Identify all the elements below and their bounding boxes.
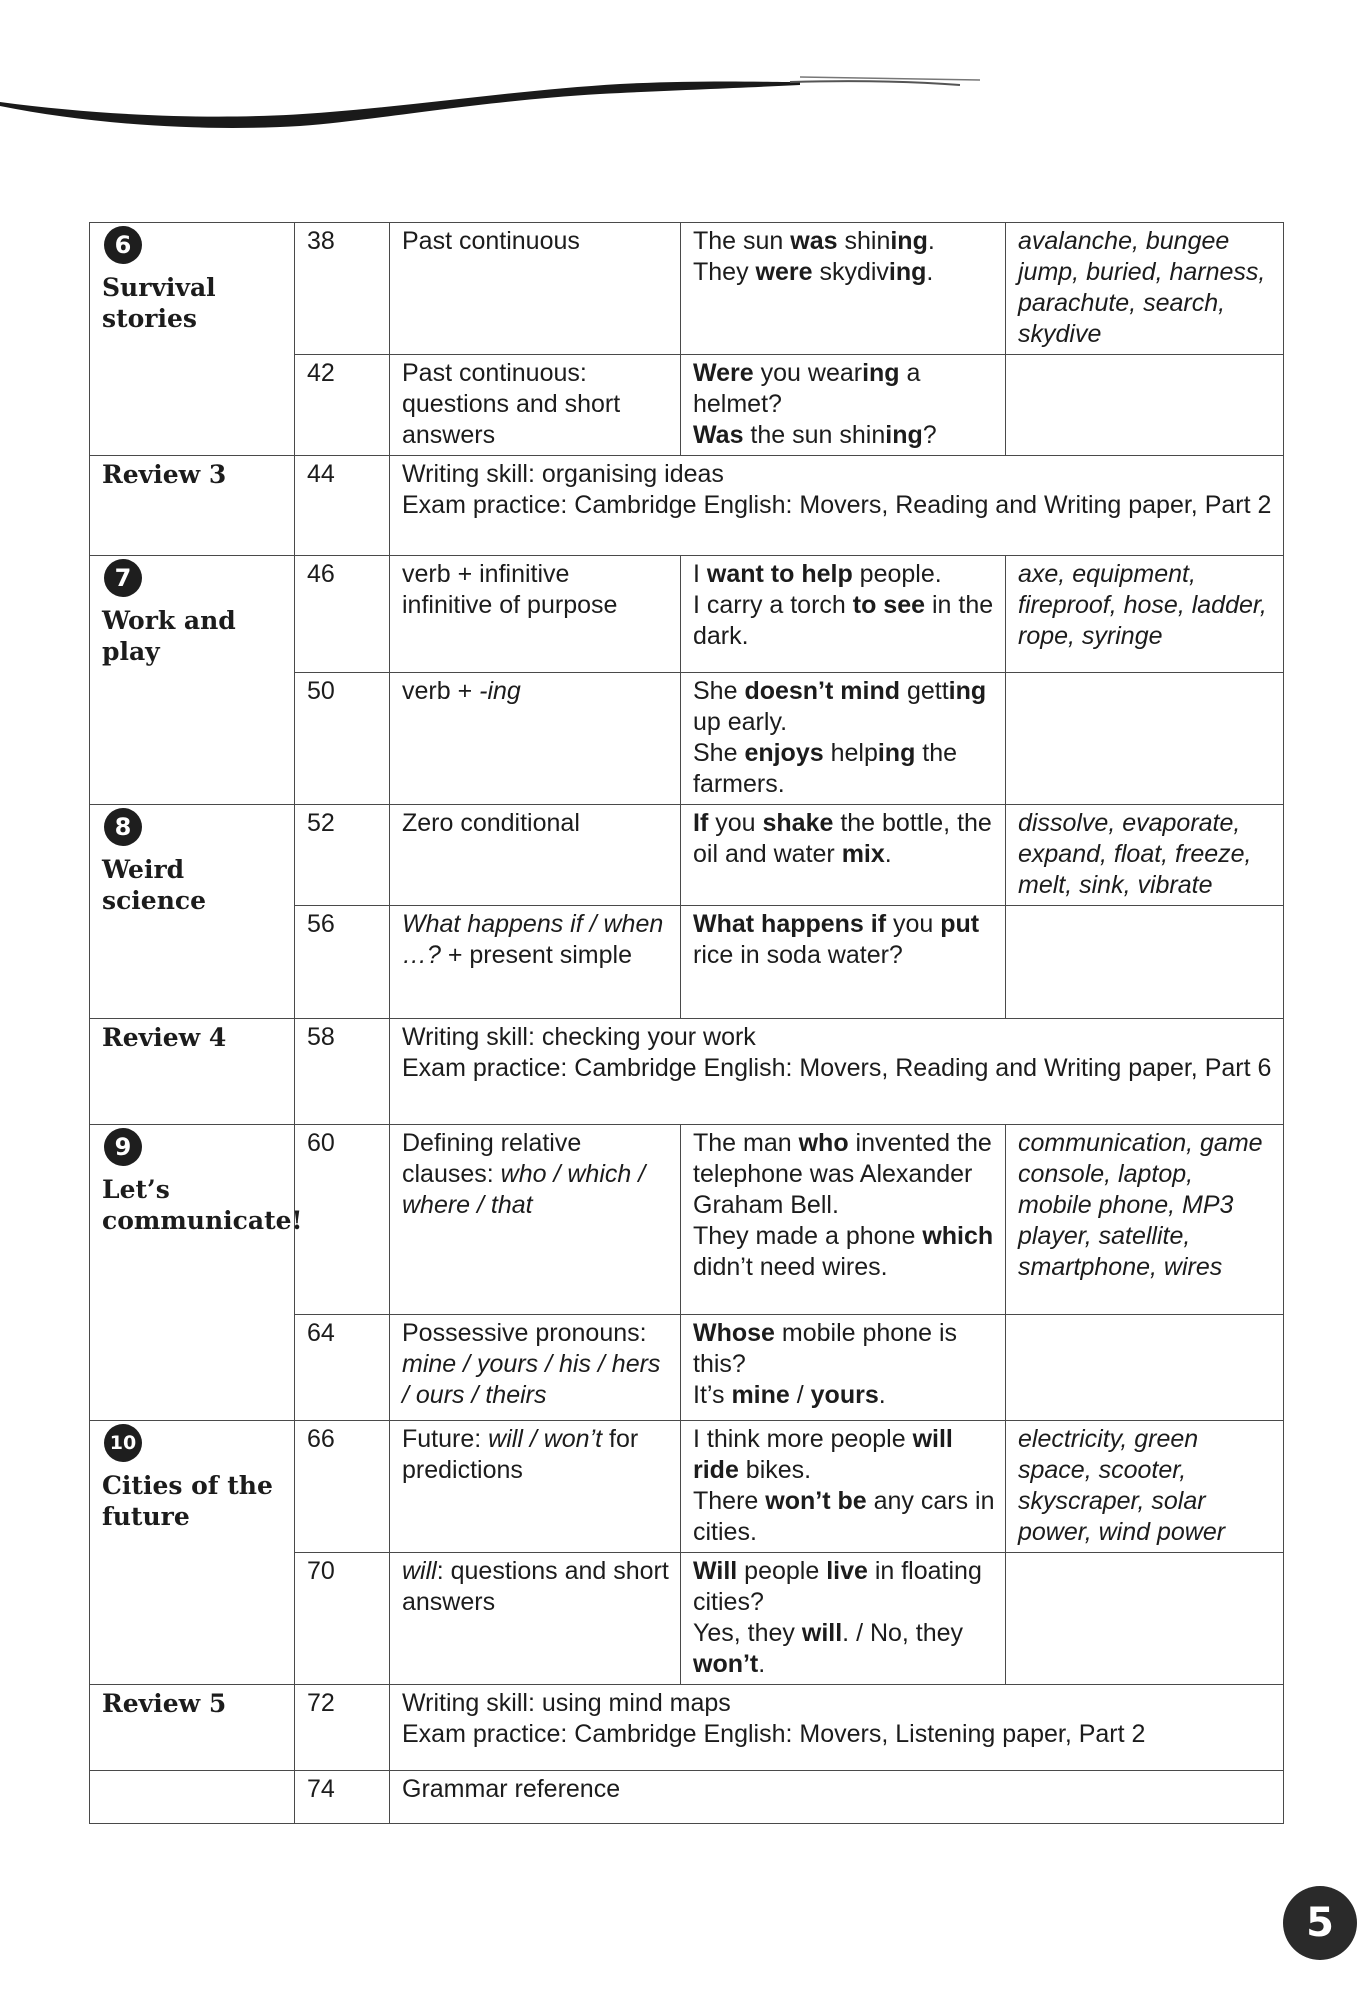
grammar-text: Future: will / won’t for predictions xyxy=(402,1425,639,1484)
review-label xyxy=(90,1019,295,1125)
unit-number-badge: 6 xyxy=(104,226,142,264)
page-number-text: 44 xyxy=(307,460,335,488)
review-line: Writing skill: using mind maps xyxy=(402,1689,731,1717)
grammar-text: Defining relative clauses: who / which / where / that xyxy=(402,1129,646,1219)
review-title: Review 5 xyxy=(102,1689,227,1718)
vocabulary-cell xyxy=(1006,1553,1284,1685)
page-number-text: 58 xyxy=(307,1023,335,1051)
vocabulary-text: electricity, green space, scooter, skyscraper, solar power, wind power xyxy=(1018,1425,1226,1546)
page-number-text: 60 xyxy=(307,1129,335,1157)
unit-number-badge: 7 xyxy=(104,559,142,597)
grammar-text: Zero conditional xyxy=(402,809,580,837)
review-content xyxy=(390,1685,1284,1771)
unit-cell xyxy=(90,1125,303,1421)
review-line: Exam practice: Cambridge English: Movers, Reading and Writing paper, Part 2 xyxy=(402,491,1272,519)
review-line: Writing skill: checking your work xyxy=(402,1023,756,1051)
example-cell xyxy=(681,805,1006,906)
example-sentence: There won’t be any cars in cities. xyxy=(693,1487,995,1546)
grammar-text: Past continuous: questions and short answers xyxy=(402,359,621,449)
page-number xyxy=(295,355,390,456)
vocabulary-text: axe, equipment, fireproof, hose, ladder, rope, syringe xyxy=(1018,560,1267,650)
grammar-text: verb + infinitive xyxy=(402,560,570,588)
page-number-text: 72 xyxy=(307,1689,335,1717)
grammar-text: Possessive pronouns: mine / yours / his / hers / ours / theirs xyxy=(402,1319,661,1409)
page-number-text: 64 xyxy=(307,1319,335,1347)
grammar-text: verb + -ing xyxy=(402,677,521,705)
page-number-text: 42 xyxy=(307,359,335,387)
page-number-text: 50 xyxy=(307,677,335,705)
review-label xyxy=(90,456,295,556)
lesson-row xyxy=(90,1125,1284,1315)
page-number-text: 70 xyxy=(307,1557,335,1585)
grammar-cell xyxy=(390,1553,681,1685)
vocabulary-cell xyxy=(1006,673,1284,805)
unit-number-badge: 8 xyxy=(104,808,142,846)
example-sentence: What happens if you put rice in soda water? xyxy=(693,910,980,969)
review-row xyxy=(90,1019,1284,1125)
page-number xyxy=(295,1421,390,1553)
vocabulary-cell xyxy=(1006,556,1284,673)
vocabulary-cell xyxy=(1006,223,1284,355)
review-row xyxy=(90,456,1284,556)
unit-title: Let’s communicate! xyxy=(102,1175,303,1235)
example-cell xyxy=(681,1421,1006,1553)
page-number-text: 52 xyxy=(307,809,335,837)
grammar-cell xyxy=(390,906,681,1019)
vocabulary-cell xyxy=(1006,1315,1284,1421)
unit-cell xyxy=(90,1421,295,1685)
page-number xyxy=(295,906,390,1019)
example-sentence: They were skydiving. xyxy=(693,258,934,286)
example-cell xyxy=(681,1125,1006,1315)
lesson-row xyxy=(90,556,1284,673)
vocabulary-cell xyxy=(1006,355,1284,456)
example-sentence: Was the sun shining? xyxy=(693,421,937,449)
review-line: Grammar reference xyxy=(402,1775,621,1803)
example-sentence: It’s mine / yours. xyxy=(693,1381,886,1409)
example-cell xyxy=(681,906,1006,1019)
review-label xyxy=(90,1771,295,1824)
grammar-text: infinitive of purpose xyxy=(402,591,618,619)
page-number xyxy=(295,1315,390,1421)
grammar-cell xyxy=(390,673,681,805)
review-title: Review 4 xyxy=(102,1023,227,1052)
page-number-text: 56 xyxy=(307,910,335,938)
review-line: Exam practice: Cambridge English: Movers, Reading and Writing paper, Part 6 xyxy=(402,1054,1272,1082)
vocabulary-text: communication, game console, laptop, mobile phone, MP3 player, satellite, smartphone, wires xyxy=(1018,1129,1263,1281)
grammar-cell xyxy=(390,1421,681,1553)
page-number xyxy=(295,1771,390,1824)
example-cell xyxy=(681,1315,1006,1421)
example-cell xyxy=(681,223,1006,355)
grammar-text: What happens if / when …? + present simple xyxy=(402,910,664,969)
page-number xyxy=(295,1125,390,1315)
contents-table xyxy=(89,222,1284,1824)
page-number xyxy=(295,456,390,556)
page-number-text: 46 xyxy=(307,560,335,588)
example-sentence: I think more people will ride bikes. xyxy=(693,1425,953,1484)
review-row xyxy=(90,1685,1284,1771)
review-row xyxy=(90,1771,1284,1824)
grammar-cell xyxy=(390,1125,681,1315)
grammar-cell xyxy=(390,355,681,456)
unit-title: Weird science xyxy=(102,855,207,915)
unit-title: Cities of the future xyxy=(102,1471,273,1531)
page-number xyxy=(295,805,390,906)
page-number xyxy=(295,1019,390,1125)
unit-cell xyxy=(90,805,295,1019)
grammar-cell xyxy=(390,1315,681,1421)
page-number-badge: 5 xyxy=(1283,1886,1357,1960)
review-content xyxy=(390,456,1284,556)
example-sentence: The man who invented the telephone was Alexander Graham Bell. xyxy=(693,1129,992,1219)
review-title: Review 3 xyxy=(102,460,227,489)
lesson-row xyxy=(90,1421,1284,1553)
vocabulary-text: dissolve, evaporate, expand, float, freeze, melt, sink, vibrate xyxy=(1018,809,1252,899)
example-sentence: If you shake the bottle, the oil and water mix. xyxy=(693,809,992,868)
unit-cell xyxy=(90,556,295,805)
example-cell xyxy=(681,1553,1006,1685)
vocabulary-cell xyxy=(1006,906,1284,1019)
unit-number-badge: 9 xyxy=(104,1128,142,1166)
page-number-text: 74 xyxy=(307,1775,335,1803)
unit-cell xyxy=(90,223,295,456)
example-sentence: Were you wearing a helmet? xyxy=(693,359,921,418)
unit-title: Survival stories xyxy=(102,273,216,333)
example-sentence: Whose mobile phone is this? xyxy=(693,1319,958,1378)
header-swoosh-decoration xyxy=(0,40,1371,140)
example-cell xyxy=(681,673,1006,805)
example-sentence: I want to help people. xyxy=(693,560,942,588)
grammar-text: will: questions and short answers xyxy=(402,1557,669,1616)
example-sentence: The sun was shining. xyxy=(693,227,935,255)
vocabulary-text: avalanche, bungee jump, buried, harness, parachute, search, skydive xyxy=(1018,227,1266,348)
example-cell xyxy=(681,355,1006,456)
example-sentence: Yes, they will. / No, they won’t. xyxy=(693,1619,964,1678)
review-content xyxy=(390,1019,1284,1125)
review-line: Writing skill: organising ideas xyxy=(402,460,724,488)
grammar-cell xyxy=(390,556,681,673)
page-number xyxy=(295,1553,390,1685)
example-cell xyxy=(681,556,1006,673)
unit-title: Work and play xyxy=(102,606,236,666)
vocabulary-cell xyxy=(1006,805,1284,906)
lesson-row xyxy=(90,805,1284,906)
vocabulary-cell xyxy=(1006,1421,1284,1553)
review-line: Exam practice: Cambridge English: Movers, Listening paper, Part 2 xyxy=(402,1720,1146,1748)
page-number xyxy=(295,673,390,805)
vocabulary-cell xyxy=(1006,1125,1284,1315)
page-number xyxy=(295,556,390,673)
example-sentence: She enjoys helping the farmers. xyxy=(693,739,958,798)
grammar-text: Past continuous xyxy=(402,227,580,255)
page-number-text: 66 xyxy=(307,1425,335,1453)
example-sentence: They made a phone which didn’t need wires. xyxy=(693,1222,994,1281)
example-sentence: I carry a torch to see in the dark. xyxy=(693,591,994,650)
example-sentence: Will people live in floating cities? xyxy=(693,1557,982,1616)
review-content xyxy=(390,1771,1284,1824)
page-number-text: 38 xyxy=(307,227,335,255)
review-label xyxy=(90,1685,295,1771)
page-number xyxy=(295,223,390,355)
page-number xyxy=(295,1685,390,1771)
grammar-cell xyxy=(390,805,681,906)
example-sentence: She doesn’t mind getting up early. xyxy=(693,677,987,736)
grammar-cell xyxy=(390,223,681,355)
unit-number-badge: 10 xyxy=(104,1424,142,1462)
lesson-row xyxy=(90,223,1284,355)
